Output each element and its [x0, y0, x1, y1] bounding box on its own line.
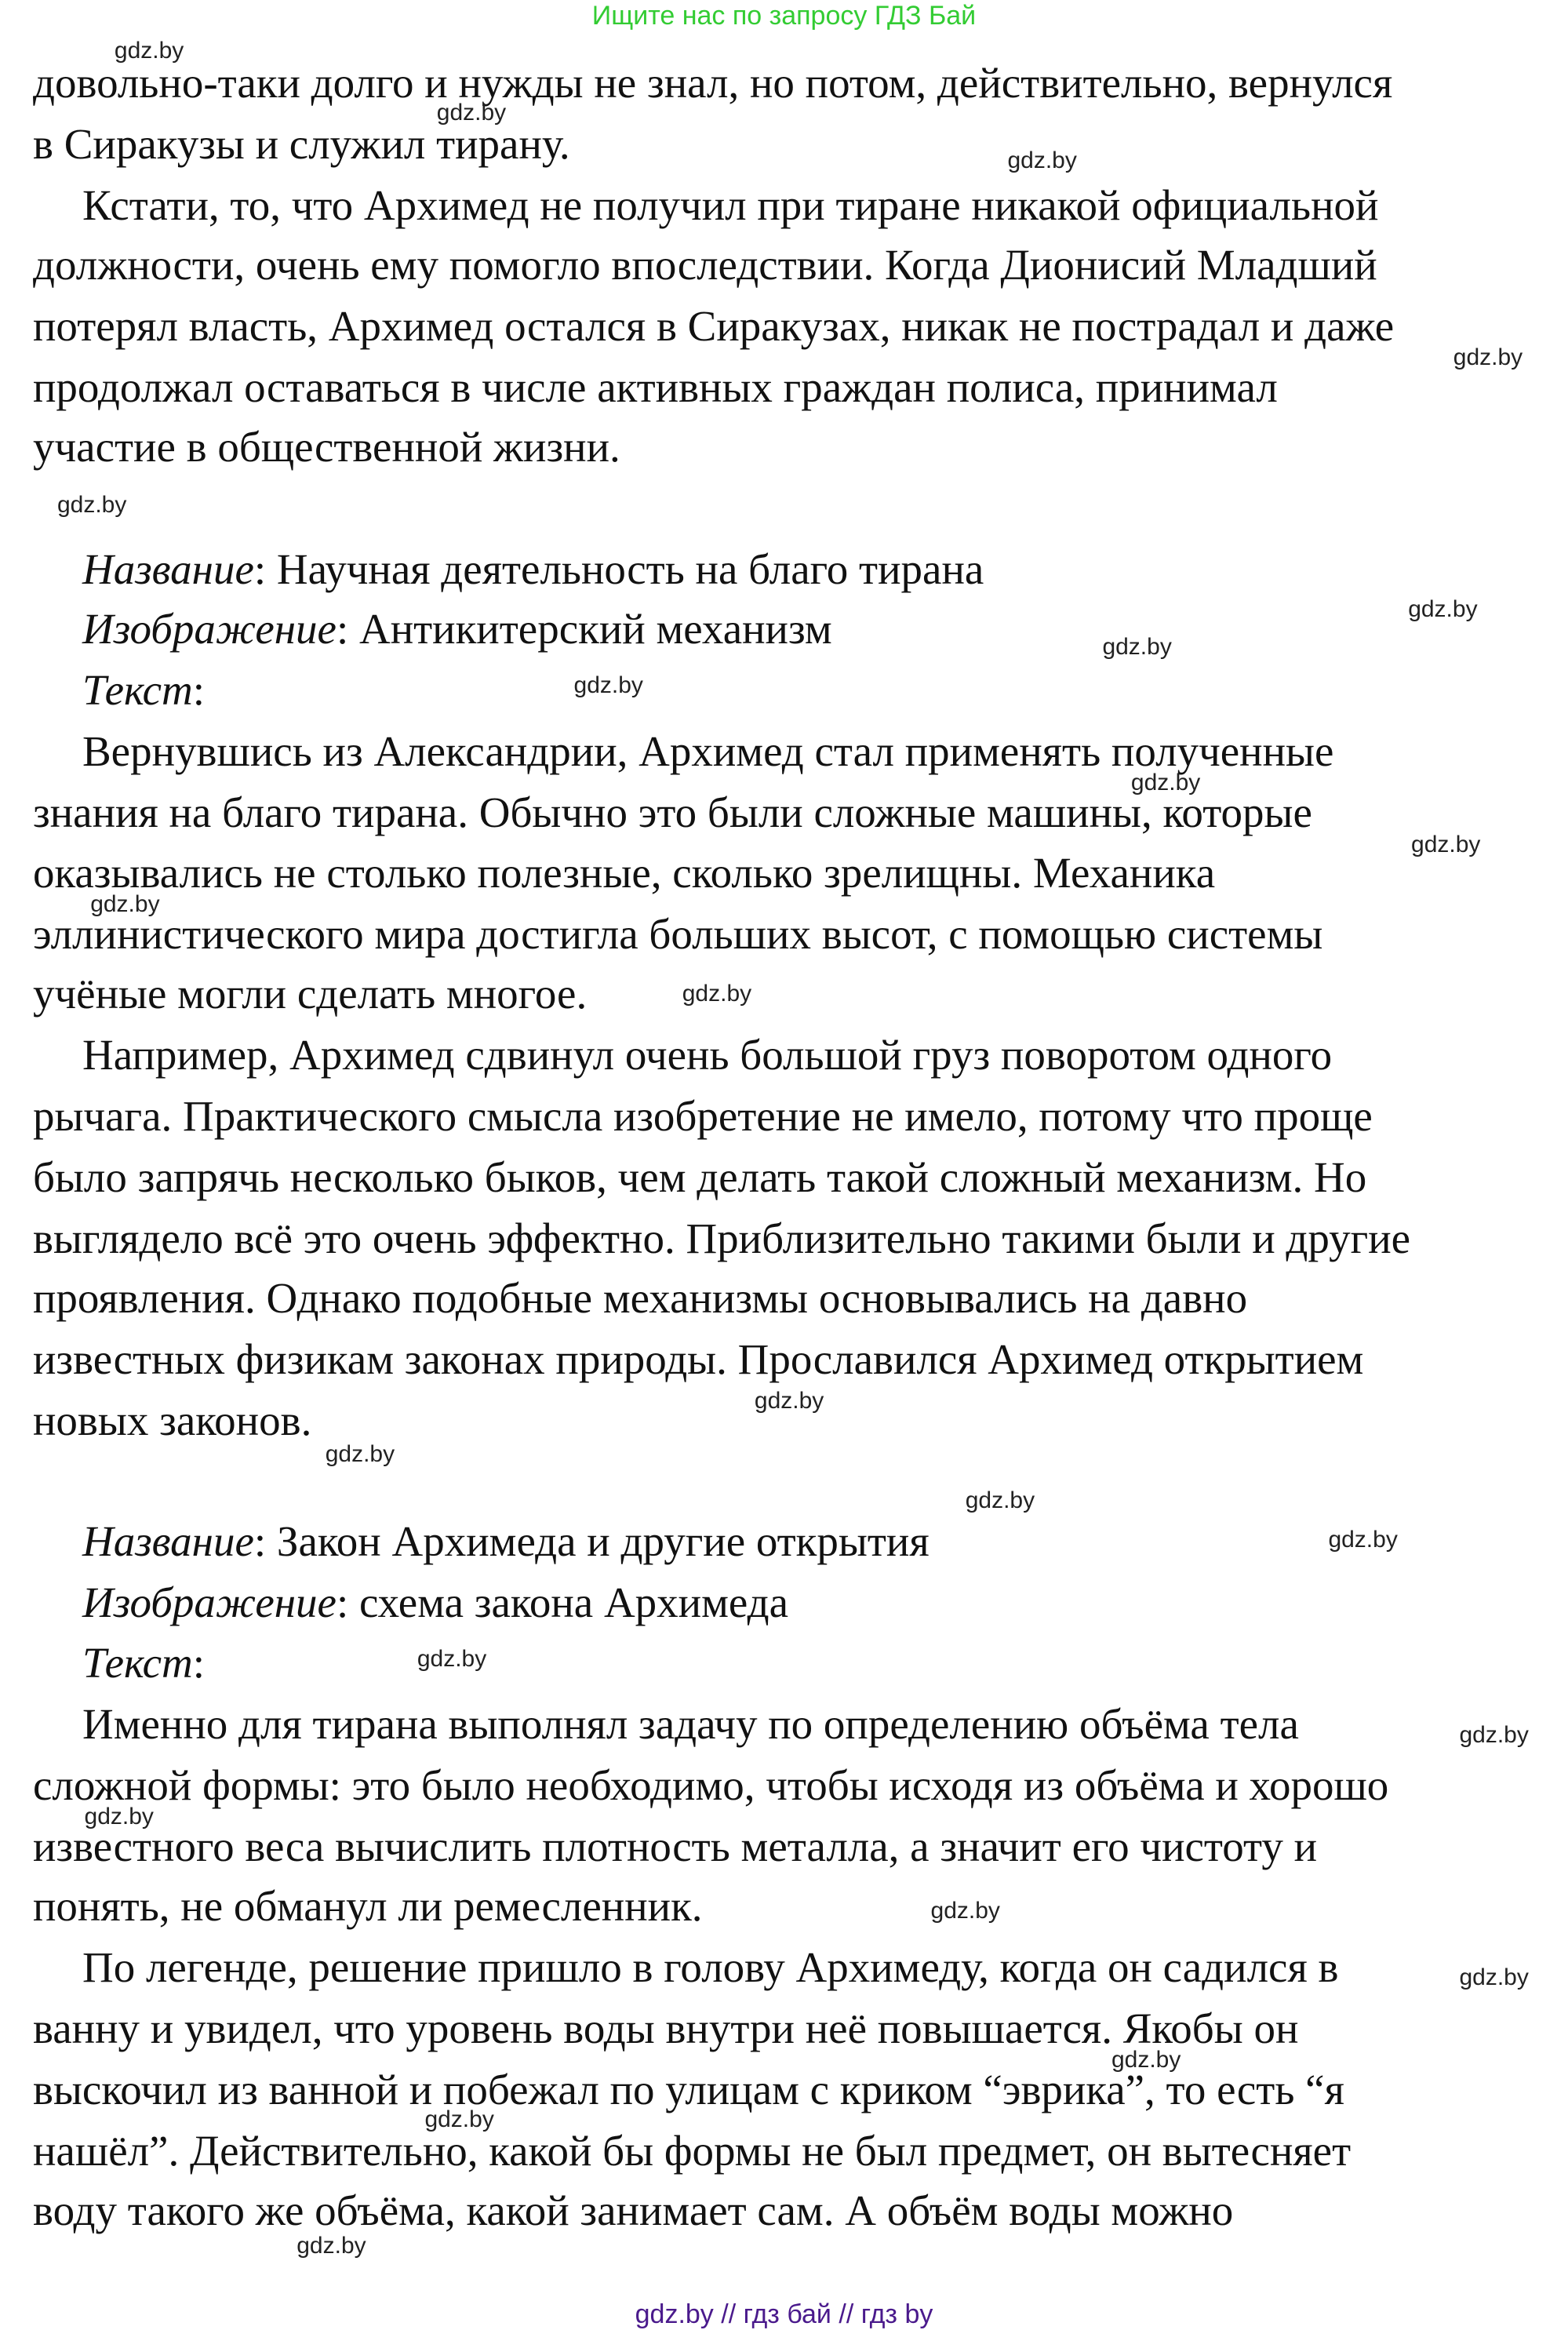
paragraph-line: эллинистического мира достигла больших высот, с помощью системы	[33, 910, 1323, 959]
paragraph-line: было запрячь несколько быков, чем делать такой сложный механизм. Но	[33, 1153, 1367, 1201]
watermark-text: gdz.by	[424, 2106, 494, 2132]
watermark-text: gdz.by	[84, 1804, 154, 1830]
paragraph-line: Например, Архимед сдвинул очень большой груз поворотом одного	[82, 1031, 1333, 1079]
watermark-text: gdz.by	[417, 1645, 487, 1672]
paragraph-line: Вернувшись из Александрии, Архимед стал применять полученные	[82, 726, 1334, 775]
field-label: Изображение	[82, 1578, 337, 1626]
field-value: схема закона Архимеда	[358, 1578, 788, 1626]
paragraph-line: оказывались не столько полезные, сколько зрелищны. Механика	[33, 849, 1216, 897]
watermark-text: gdz.by	[682, 981, 752, 1007]
watermark-text: gdz.by	[965, 1487, 1035, 1514]
heading-field	[82, 660, 205, 721]
heading-field	[82, 539, 984, 600]
field-value: Научная деятельность на благо тирана	[276, 544, 984, 593]
paragraph-line: По легенде, решение пришло в голову Архимеду, когда он садился в	[82, 1943, 1339, 1991]
paragraph-line: учёные могли сделать многое.	[33, 970, 588, 1018]
heading-field	[82, 1572, 788, 1633]
field-label: Изображение	[82, 604, 337, 653]
field-separator: :	[192, 665, 206, 714]
paragraph-line: выскочил из ванной и побежал по улицам с криком “эврика”, то есть “я	[33, 2065, 1344, 2113]
paragraph-line: ванну и увидел, что уровень воды внутри неё повышается. Якобы он	[33, 2004, 1299, 2052]
watermark-text: gdz.by	[325, 1441, 395, 1468]
watermark-text: gdz.by	[297, 2233, 366, 2259]
paragraph-line: знания на благо тирана. Обычно это были сложные машины, которые	[33, 788, 1312, 836]
watermark-text: gdz.by	[1328, 1526, 1398, 1553]
watermark-text: gdz.by	[754, 1388, 824, 1414]
paragraph-line: известных физикам законах природы. Прославился Архимед открытием	[33, 1334, 1364, 1383]
paragraph-line: участие в общественной жизни.	[33, 423, 620, 471]
watermark-text: gdz.by	[1408, 596, 1478, 623]
field-separator: :	[336, 604, 359, 653]
paragraph-line: Именно для тирана выполнял задачу по определению объёма тела	[82, 1700, 1299, 1749]
watermark-text: gdz.by	[573, 672, 643, 698]
field-label: Название	[82, 544, 254, 593]
field-label: Название	[82, 1516, 254, 1565]
paragraph-line: рычага. Практического смысла изобретение не имело, потому что проще	[33, 1092, 1373, 1141]
watermark-text: gdz.by	[90, 891, 160, 918]
watermark-text: gdz.by	[1459, 1721, 1529, 1748]
footer-links[interactable]: gdz.by // гдз бай // гдз by	[635, 2299, 933, 2329]
heading-field	[82, 1633, 205, 1694]
watermark-text: gdz.by	[1411, 832, 1481, 858]
watermark-text: gdz.by	[1111, 2046, 1181, 2073]
paragraph-line: продолжал оставаться в числе активных граждан полиса, принимал	[33, 363, 1278, 411]
paragraph-line: должности, очень ему помогло впоследствии. Когда Дионисий Младший	[33, 241, 1377, 289]
field-separator: :	[336, 1578, 359, 1626]
search-hint-banner: Ищите нас по запросу ГДЗ Бай	[591, 1, 977, 31]
field-value: Закон Архимеда и другие открытия	[276, 1516, 930, 1565]
paragraph-line: Кстати, то, что Архимед не получил при тиране никакой официальной	[82, 181, 1379, 230]
paragraph-line: новых законов.	[33, 1396, 312, 1444]
field-value: Антикитерский механизм	[358, 604, 832, 653]
paragraph-line: воду такого же объёма, какой занимает сам. А объём воды можно	[33, 2186, 1234, 2234]
field-label: Текст	[82, 1639, 193, 1687]
watermark-text: gdz.by	[436, 100, 507, 126]
field-separator: :	[253, 1516, 277, 1565]
field-separator: :	[253, 544, 277, 593]
watermark-text: gdz.by	[1007, 147, 1077, 174]
paragraph-line: в Сиракузы и служил тирану.	[33, 120, 570, 169]
paragraph-line: понять, не обманул ли ремесленник.	[33, 1882, 703, 1931]
paragraph-line: сложной формы: это было необходимо, чтобы исходя из объёма и хорошо	[33, 1761, 1389, 1810]
paragraph-line: выглядело всё это очень эффектно. Приблизительно такими были и другие	[33, 1214, 1411, 1262]
watermark-text: gdz.by	[1453, 344, 1523, 370]
field-separator: :	[192, 1639, 206, 1687]
watermark-text: gdz.by	[56, 492, 127, 519]
paragraph-line: нашёл”. Действительно, какой бы формы не был предмет, он вытесняет	[33, 2126, 1352, 2175]
watermark-text: gdz.by	[930, 1897, 1000, 1924]
heading-field	[82, 599, 832, 660]
watermark-text: gdz.by	[1102, 633, 1172, 660]
heading-field	[82, 1511, 930, 1572]
watermark-text: gdz.by	[1459, 1964, 1529, 1991]
watermark-text: gdz.by	[114, 37, 184, 64]
paragraph-line: потерял власть, Архимед остался в Сиракузах, никак не пострадал и даже	[33, 302, 1395, 351]
paragraph-line: довольно-таки долго и нужды не знал, но потом, действительно, вернулся	[33, 59, 1393, 107]
field-label: Текст	[82, 665, 193, 714]
paragraph-line: известного веса вычислить плотность металла, а значит его чистоту и	[33, 1822, 1318, 1871]
paragraph-line: проявления. Однако подобные механизмы основывались на давно	[33, 1273, 1248, 1322]
watermark-text: gdz.by	[1130, 769, 1201, 795]
